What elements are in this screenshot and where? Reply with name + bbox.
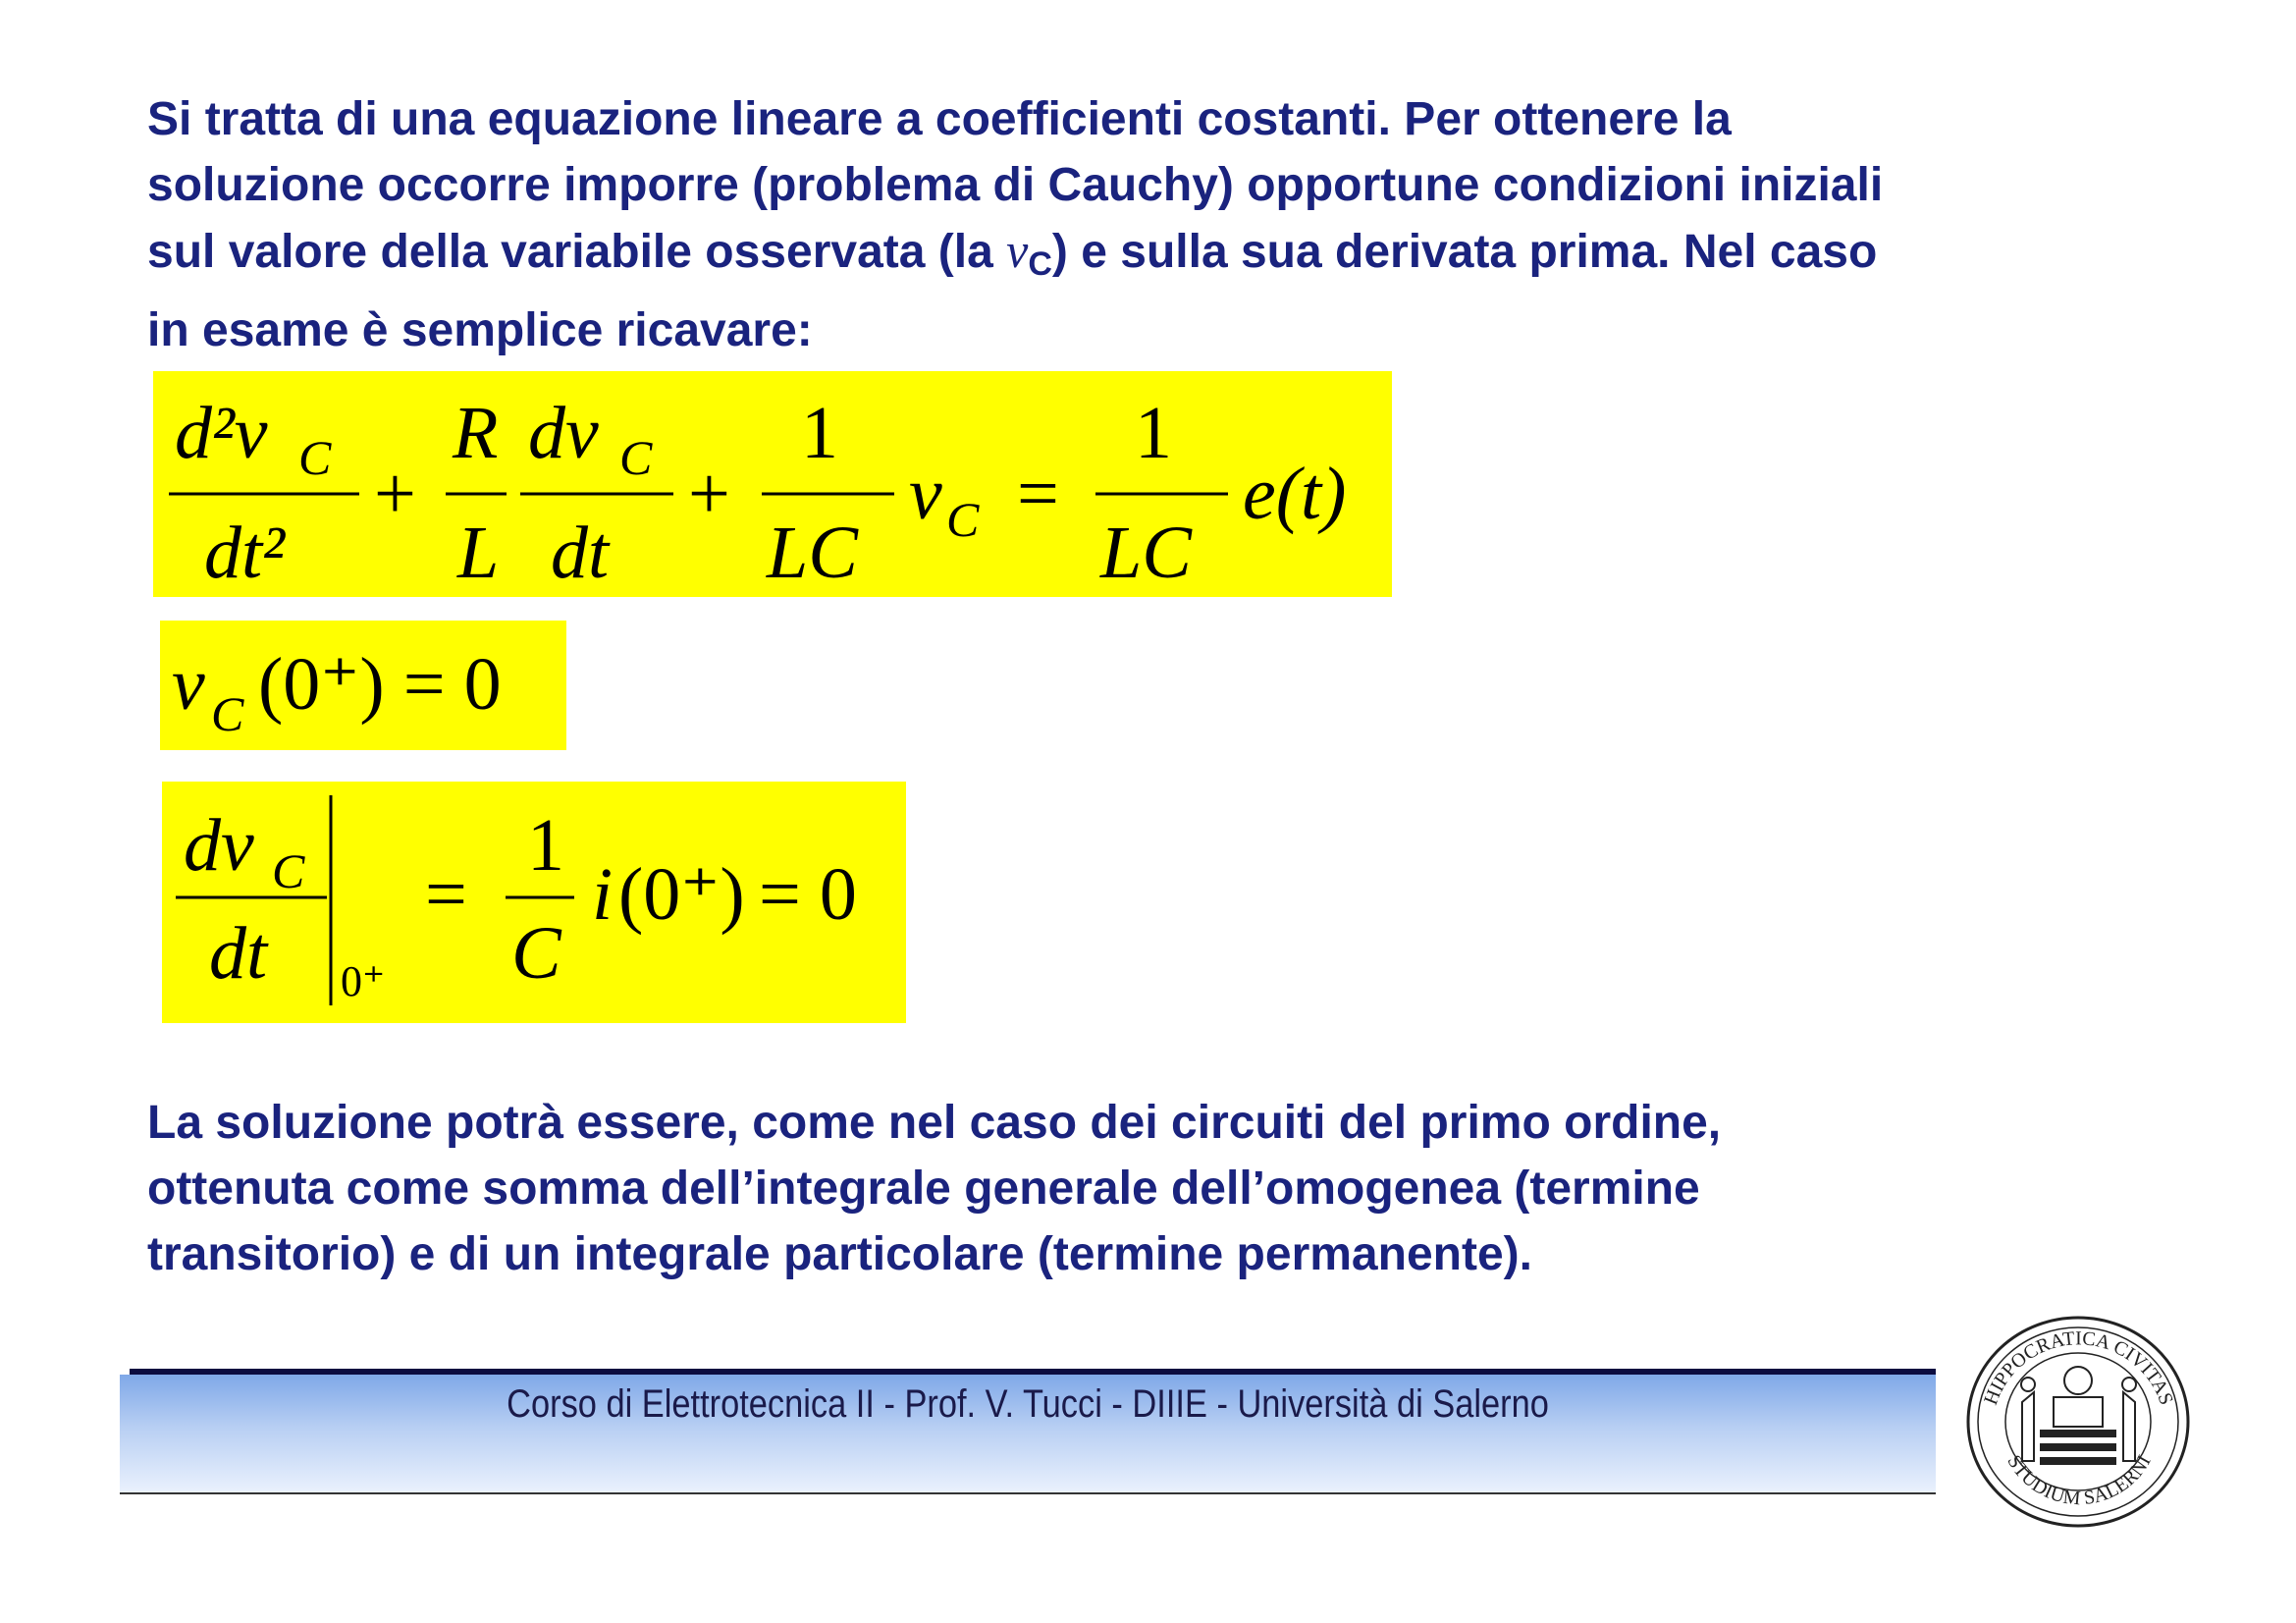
intro-var-v: v <box>1006 223 1029 278</box>
main-equation <box>153 371 1392 597</box>
t4-var-sub: C <box>946 492 980 547</box>
intro-line-2: soluzione occorre imporre (problema di Cauchy) opportune condizioni iniziali <box>147 159 1884 211</box>
intro-var-sub: C <box>1028 245 1052 283</box>
ic2-equals: = <box>425 853 467 936</box>
rhs-et: e(t) <box>1243 453 1347 535</box>
intro-line-4: in esame è semplice ricavare: <box>147 304 813 356</box>
intro-line-3b: ) e sulla sua derivata prima. Nel caso <box>1051 226 1878 278</box>
ic1-arg: (0⁺) = 0 <box>258 643 502 726</box>
ic2-rhs-eq: = 0 <box>759 853 857 936</box>
equals: = <box>1017 453 1059 535</box>
footer-text: Corso di Elettrotecnica II - Prof. V. Tucci - DIIIE - Università di Salerno <box>507 1382 1549 1426</box>
t5-num: 1 <box>1135 392 1172 474</box>
conclusion-line-3: transitorio) e di un integrale particolare (termine permanente). <box>147 1228 1532 1280</box>
t2-den: L <box>457 512 500 594</box>
t3-den: dt <box>551 512 610 594</box>
conclusion-paragraph <box>147 1090 1721 1287</box>
intro-line-3a: sul valore della variabile osservata (la <box>147 226 1007 278</box>
t1-den: dt² <box>204 512 285 594</box>
ic2-frac-den: C <box>511 912 561 995</box>
t4-num: 1 <box>801 392 838 474</box>
ic2-equation-box <box>162 782 906 1023</box>
ic2-num: dv <box>184 804 254 887</box>
ic2-rhs-i: i <box>592 853 614 936</box>
seal-text-top: HIPPOCRATICA CIVITAS <box>1980 1327 2177 1408</box>
ic1-equation-box <box>160 621 566 750</box>
ic2-rhs-arg: (0⁺) <box>618 853 745 936</box>
t2-num: R <box>453 392 499 474</box>
t1-num-sub: C <box>298 430 332 485</box>
ic2-num-sub: C <box>272 843 305 898</box>
intro-paragraph <box>147 86 1883 363</box>
seal-text-bottom: STUDIUM SALERNI <box>2002 1451 2156 1510</box>
intro-line-1: Si tratta di una equazione lineare a coefficienti costanti. Per ottenere la <box>147 93 1732 145</box>
conclusion-line-1: La soluzione potrà essere, come nel caso dei circuiti del primo ordine, <box>147 1097 1722 1149</box>
plus-2: + <box>688 453 730 535</box>
plus-1: + <box>374 453 416 535</box>
university-seal-icon <box>1963 1314 2194 1530</box>
ic2-equation <box>162 782 906 1023</box>
ic2-eval-at: 0⁺ <box>341 957 386 1005</box>
ic1-equation <box>160 621 566 750</box>
main-equation-box <box>153 371 1392 597</box>
t4-den: LC <box>767 512 858 594</box>
footer-band <box>120 1375 1936 1494</box>
ic2-frac-num: 1 <box>527 804 564 887</box>
t5-den: LC <box>1100 512 1192 594</box>
conclusion-line-2: ottenuta come somma dell’integrale generale dell’omogenea (termine <box>147 1163 1700 1215</box>
ic1-var: v <box>172 643 205 726</box>
t3-num-sub: C <box>619 430 653 485</box>
ic2-den: dt <box>209 912 268 995</box>
ic1-sub: C <box>211 686 244 741</box>
t3-num: dv <box>528 392 599 474</box>
t4-var: v <box>909 453 942 535</box>
t1-num: d²v <box>175 392 268 474</box>
